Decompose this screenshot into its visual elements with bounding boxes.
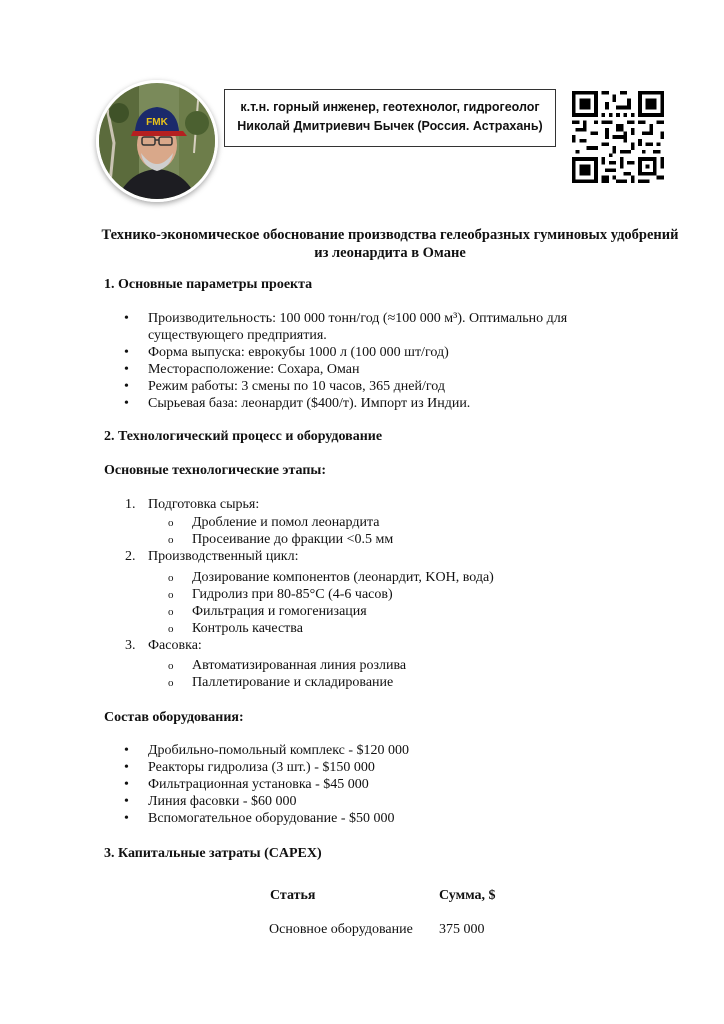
equipment-item: Дробильно-помольный комплекс - $120 000 (148, 743, 410, 758)
stage-label: Производственный цикл: (148, 549, 299, 564)
param-capacity: Производительность: 100 000 тонн/год (≈100 000 м³). Оптимально для (148, 311, 568, 326)
bullet-icon: • (124, 362, 129, 377)
document-title: Технико-экономическое обоснование производства гелеобразных гуминовых удобрений из леонардита в Омане (101, 227, 679, 261)
stages-heading: Основные технологические этапы: (104, 463, 326, 478)
author-credentials: к.т.н. горный инженер, геотехнолог, гидрогеолог (240, 100, 540, 114)
bullet-icon: • (124, 811, 129, 826)
table-cell-sum: 375 000 (439, 922, 485, 937)
bullet-icon: • (124, 760, 129, 775)
author-avatar (96, 80, 218, 202)
substage-item: Дозирование компонентов (леонардит, KOH, вода) (192, 570, 494, 585)
author-name: Николай Дмитриевич Бычек (Россия. Астрахань) (237, 119, 543, 133)
stage-number: 2. (125, 549, 136, 564)
author-photo-illustration (99, 83, 215, 199)
circle-bullet-icon: o (168, 606, 174, 618)
table-header-sum: Сумма, $ (439, 888, 496, 903)
param-raw-material: Сырьевая база: леонардит ($400/т). Импорт из Индии. (148, 396, 471, 411)
param-capacity-cont: существующего предприятия. (148, 328, 327, 343)
substage-item: Просеивание до фракции <0.5 мм (192, 532, 394, 547)
stage-number: 1. (125, 497, 136, 512)
equipment-item: Реакторы гидролиза (3 шт.) - $150 000 (148, 760, 375, 775)
substage-item: Фильтрация и гомогенизация (192, 604, 367, 619)
param-schedule: Режим работы: 3 смены по 10 часов, 365 дней/год (148, 379, 445, 394)
table-header-item: Статья (270, 888, 316, 903)
substage-item: Дробление и помол леонардита (192, 515, 380, 530)
qr-code-icon[interactable] (572, 91, 664, 183)
circle-bullet-icon: o (168, 677, 174, 689)
stage-label: Подготовка сырья: (148, 497, 260, 512)
bullet-icon: • (124, 311, 129, 326)
circle-bullet-icon: o (168, 589, 174, 601)
stage-number: 3. (125, 638, 136, 653)
substage-item: Автоматизированная линия розлива (192, 658, 407, 673)
stage-label: Фасовка: (148, 638, 202, 653)
bullet-icon: • (124, 794, 129, 809)
table-cell-item: Основное оборудование (269, 922, 413, 937)
param-location: Месторасположение: Сохара, Оман (148, 362, 360, 377)
bullet-icon: • (124, 743, 129, 758)
section3-heading: 3. Капитальные затраты (CAPEX) (104, 846, 322, 861)
param-format: Форма выпуска: еврокубы 1000 л (100 000 шт/год) (148, 345, 449, 360)
substage-item: Гидролиз при 80-85°C (4-6 часов) (192, 587, 393, 602)
bullet-icon: • (124, 379, 129, 394)
circle-bullet-icon: o (168, 660, 174, 672)
section1-heading: 1. Основные параметры проекта (104, 277, 313, 292)
section2-heading: 2. Технологический процесс и оборудование (104, 429, 383, 444)
author-info-box (224, 89, 556, 147)
equipment-item: Вспомогательное оборудование - $50 000 (148, 811, 395, 826)
bullet-icon: • (124, 345, 129, 360)
equipment-item: Фильтрационная установка - $45 000 (148, 777, 369, 792)
substage-item: Паллетирование и складирование (192, 675, 394, 690)
cap-logo-text: FMK (146, 117, 168, 128)
equipment-heading: Состав оборудования: (104, 710, 244, 725)
circle-bullet-icon: o (168, 623, 174, 635)
circle-bullet-icon: o (168, 517, 174, 529)
bullet-icon: • (124, 396, 129, 411)
circle-bullet-icon: o (168, 572, 174, 584)
substage-item: Контроль качества (192, 621, 303, 636)
equipment-item: Линия фасовки - $60 000 (148, 794, 297, 809)
bullet-icon: • (124, 777, 129, 792)
circle-bullet-icon: o (168, 534, 174, 546)
